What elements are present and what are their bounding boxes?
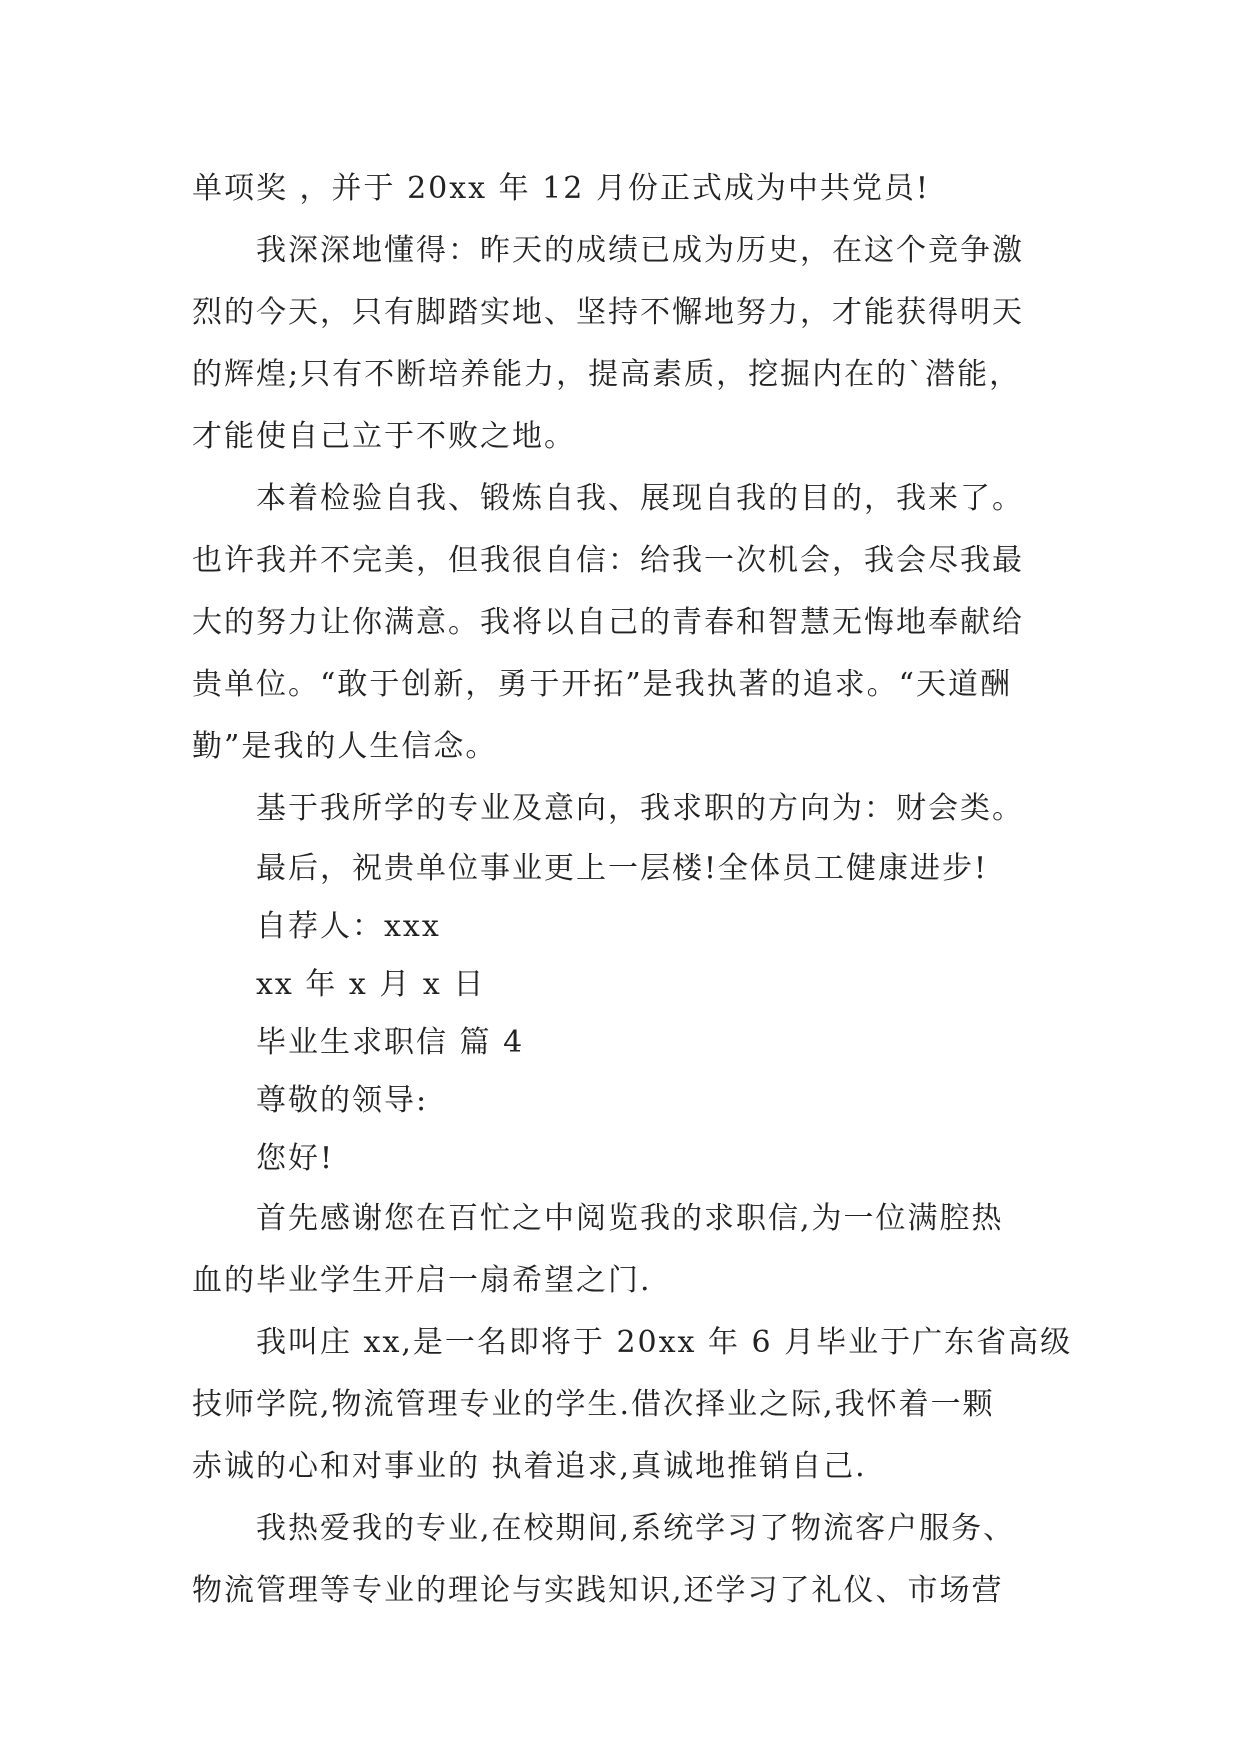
text-line: 我叫庄 xx,是一名即将于 20xx 年 6 月毕业于广东省高级: [256, 1325, 1073, 1360]
text-line: 赤诚的心和对事业的 执着追求,真诚地推销自己.: [192, 1449, 867, 1484]
text-line: 毕业生求职信 篇 4: [256, 1025, 525, 1060]
text-line: 本着检验自我、锻炼自我、展现自我的目的，我来了。: [256, 481, 1024, 516]
text-line: 基于我所学的专业及意向，我求职的方向为：财会类。: [256, 791, 1024, 826]
text-line: 我热爱我的专业,在校期间,系统学习了物流客户服务、: [256, 1511, 1016, 1546]
text-line: 大的努力让你满意。我将以自己的青春和智慧无悔地奉献给: [192, 605, 1024, 640]
text-line: 的辉煌;只有不断培养能力，提高素质，挖掘内在的`潜能，: [192, 357, 1022, 392]
text-line: 首先感谢您在百忙之中阅览我的求职信,为一位满腔热: [256, 1201, 1004, 1236]
text-line: 我深深地懂得：昨天的成绩已成为历史，在这个竞争激: [256, 233, 1024, 268]
text-line: 也许我并不完美，但我很自信：给我一次机会，我会尽我最: [192, 543, 1024, 578]
text-line: 技师学院,物流管理专业的学生.借次择业之际,我怀着一颗: [192, 1387, 995, 1422]
text-line: xx 年 x 月 x 日: [256, 967, 486, 1002]
text-line: 单项奖 ，并于 20xx 年 12 月份正式成为中共党员!: [192, 171, 930, 206]
document-body: [192, 158, 1072, 1622]
text-line: 最后，祝贵单位事业更上一层楼!全体员工健康进步!: [256, 851, 989, 886]
text-line: 自荐人：xxx: [256, 909, 441, 944]
text-line: 才能使自己立于不败之地。: [192, 419, 576, 454]
text-line: 您好!: [256, 1141, 335, 1176]
text-line: 贵单位。“敢于创新，勇于开拓”是我执著的追求。“天道酬: [192, 667, 1013, 702]
text-line: 勤”是我的人生信念。: [192, 729, 498, 764]
text-line: 烈的今天，只有脚踏实地、坚持不懈地努力，才能获得明天: [192, 295, 1024, 330]
text-line: 血的毕业学生开启一扇希望之门.: [192, 1263, 652, 1298]
text-line: 物流管理等专业的理论与实践知识,还学习了礼仪、市场营: [192, 1573, 1004, 1608]
text-line: 尊敬的领导:: [256, 1083, 429, 1118]
